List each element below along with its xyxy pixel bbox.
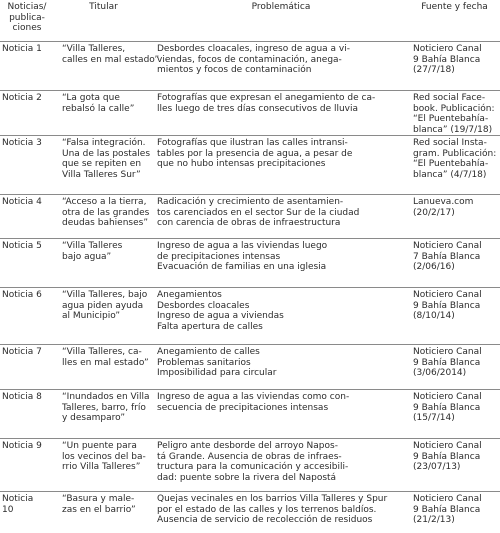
title-cell-line: los vecinos del ba- xyxy=(62,452,151,463)
news-cell xyxy=(0,136,54,195)
news-cell xyxy=(0,439,54,492)
problem-cell-line: tables por la presencia de agua, a pesar de xyxy=(157,149,407,160)
source-cell xyxy=(409,492,500,533)
problem-cell-line: lles luego de tres días consecutivos de lluvia xyxy=(157,104,407,115)
problem-cell-line: Anegamientos xyxy=(157,290,407,301)
source-cell-line: 9 Bahía Blanca xyxy=(413,403,498,414)
table-row xyxy=(0,42,500,91)
problem-cell-line: Fotografías que ilustran las calles intransi- xyxy=(157,138,407,149)
source-cell-line: Noticiero Canal xyxy=(413,494,498,505)
news-cell-line: Noticia 6 xyxy=(2,290,52,301)
source-cell xyxy=(409,439,500,492)
title-cell-line: “Villa Talleres, xyxy=(62,44,151,55)
title-cell-line: bajo agua” xyxy=(62,252,151,263)
table-row xyxy=(0,390,500,439)
problem-cell-line: Desbordes cloacales xyxy=(157,301,407,312)
problem-cell xyxy=(153,42,409,91)
source-cell xyxy=(409,345,500,390)
source-cell-line: book. Publicación: xyxy=(413,104,498,115)
source-cell-line: Noticiero Canal xyxy=(413,347,498,358)
source-cell xyxy=(409,288,500,345)
problem-cell-line: dad: puente sobre la rivera del Napostá xyxy=(157,473,407,484)
source-cell xyxy=(409,195,500,239)
source-cell-line: Lanueva.com xyxy=(413,197,498,208)
problem-cell-line: viendas, focos de contaminación, anega- xyxy=(157,55,407,66)
title-cell-line: deudas bahienses” xyxy=(62,218,151,229)
problem-cell-line: Quejas vecinales en los barrios Villa Talleres y Spur xyxy=(157,494,407,505)
header-source-line: Fuente y fecha xyxy=(411,2,498,13)
problem-cell-line: Problemas sanitarios xyxy=(157,358,407,369)
table-header xyxy=(0,0,500,42)
problem-cell-line: Fotografías que expresan el anegamiento de ca- xyxy=(157,93,407,104)
news-cell xyxy=(0,345,54,390)
news-cell xyxy=(0,239,54,288)
title-cell-line: “Villa Talleres xyxy=(62,241,151,252)
problem-cell xyxy=(153,288,409,345)
title-cell-line: zas en el barrio” xyxy=(62,505,151,516)
problem-cell xyxy=(153,492,409,533)
header-title xyxy=(54,0,153,42)
title-cell-line: “Falsa integración. xyxy=(62,138,151,149)
title-cell-line: y desamparo” xyxy=(62,413,151,424)
header-row xyxy=(0,0,500,42)
source-cell-line: Noticiero Canal xyxy=(413,441,498,452)
title-cell xyxy=(54,91,153,136)
news-cell-line: Noticia 1 xyxy=(2,44,52,55)
source-cell-line: 9 Bahía Blanca xyxy=(413,505,498,516)
news-cell-line: Noticia 4 xyxy=(2,197,52,208)
source-cell-line: (8/10/14) xyxy=(413,311,498,322)
source-cell xyxy=(409,390,500,439)
table-row xyxy=(0,345,500,390)
title-cell-line: rebalsó la calle” xyxy=(62,104,151,115)
problem-cell-line: tructura para la comunicación y accesibili- xyxy=(157,462,407,473)
title-cell-line: “Villa Talleres, bajo xyxy=(62,290,151,301)
source-cell-line: (23/07/13) xyxy=(413,462,498,473)
source-cell xyxy=(409,136,500,195)
source-cell-line: Red social Insta- xyxy=(413,138,498,149)
news-cell xyxy=(0,390,54,439)
title-cell xyxy=(54,345,153,390)
source-cell-line: (27/7/18) xyxy=(413,65,498,76)
problem-cell-line: tá Grande. Ausencia de obras de infraes- xyxy=(157,452,407,463)
title-cell-line: calles en mal estado” xyxy=(62,55,151,66)
source-cell-line: (21/2/13) xyxy=(413,515,498,526)
source-cell-line: gram. Publicación: xyxy=(413,149,498,160)
title-cell-line: “Un puente para xyxy=(62,441,151,452)
problem-cell-line: por el estado de las calles y los terrenos baldíos. xyxy=(157,505,407,516)
header-title-line: Titular xyxy=(56,2,151,13)
problem-cell-line: tos carenciados en el sector Sur de la ciudad xyxy=(157,208,407,219)
problem-cell xyxy=(153,345,409,390)
header-source xyxy=(409,0,500,42)
news-cell xyxy=(0,288,54,345)
title-cell-line: lles en mal estado” xyxy=(62,358,151,369)
news-cell-line: Noticia 2 xyxy=(2,93,52,104)
title-cell xyxy=(54,492,153,533)
table-row xyxy=(0,439,500,492)
table-row xyxy=(0,288,500,345)
title-cell-line: “La gota que xyxy=(62,93,151,104)
title-cell xyxy=(54,195,153,239)
title-cell-line: “Acceso a la tierra, xyxy=(62,197,151,208)
title-cell xyxy=(54,136,153,195)
title-cell xyxy=(54,288,153,345)
header-news-line: publica- xyxy=(2,13,52,24)
problem-cell-line: de precipitaciones intensas xyxy=(157,252,407,263)
header-news-line: Noticias/ xyxy=(2,2,52,13)
source-cell xyxy=(409,42,500,91)
source-cell-line: Noticiero Canal xyxy=(413,241,498,252)
title-cell-line: “Inundados en Villa xyxy=(62,392,151,403)
source-cell-line: 9 Bahía Blanca xyxy=(413,452,498,463)
problem-cell-line: Ausencia de servicio de recolección de residuos xyxy=(157,515,407,526)
table-body xyxy=(0,42,500,533)
source-cell-line: 9 Bahía Blanca xyxy=(413,301,498,312)
problem-cell-line: Desbordes cloacales, ingreso de agua a vi- xyxy=(157,44,407,55)
title-cell-line: Una de las postales xyxy=(62,149,151,160)
news-cell-line: Noticia xyxy=(2,494,52,505)
problem-cell-line: Ingreso de agua a las viviendas como con- xyxy=(157,392,407,403)
source-cell-line: Red social Face- xyxy=(413,93,498,104)
problem-cell-line: que no hubo intensas precipitaciones xyxy=(157,159,407,170)
source-cell-line: blanca” (19/7/18) xyxy=(413,125,498,136)
problem-cell-line: Radicación y crecimiento de asentamien- xyxy=(157,197,407,208)
problem-cell-line: Anegamiento de calles xyxy=(157,347,407,358)
title-cell xyxy=(54,390,153,439)
title-cell-line: “Basura y male- xyxy=(62,494,151,505)
source-cell-line: “El Puentebahía- xyxy=(413,114,498,125)
source-cell-line: Noticiero Canal xyxy=(413,44,498,55)
problem-cell-line: Ingreso de agua a las viviendas luego xyxy=(157,241,407,252)
table-row xyxy=(0,239,500,288)
source-cell-line: 9 Bahía Blanca xyxy=(413,55,498,66)
title-cell-line: Talleres, barro, frío xyxy=(62,403,151,414)
title-cell-line: que se repiten en xyxy=(62,159,151,170)
table-row xyxy=(0,195,500,239)
source-cell-line: Noticiero Canal xyxy=(413,392,498,403)
problem-cell-line: Peligro ante desborde del arroyo Napos- xyxy=(157,441,407,452)
news-cell xyxy=(0,492,54,533)
title-cell-line: rrio Villa Talleres” xyxy=(62,462,151,473)
problem-cell xyxy=(153,439,409,492)
table-row xyxy=(0,91,500,136)
problem-cell xyxy=(153,91,409,136)
news-cell xyxy=(0,42,54,91)
title-cell-line: otra de las grandes xyxy=(62,208,151,219)
title-cell-line: Villa Talleres Sur” xyxy=(62,170,151,181)
problem-cell-line: Evacuación de familias en una iglesia xyxy=(157,262,407,273)
problem-cell-line: Falta apertura de calles xyxy=(157,322,407,333)
problem-cell-line: Ingreso de agua a viviendas xyxy=(157,311,407,322)
problem-cell xyxy=(153,239,409,288)
news-cell-line: Noticia 7 xyxy=(2,347,52,358)
source-cell xyxy=(409,239,500,288)
problem-cell-line: con carencia de obras de infraestructura xyxy=(157,218,407,229)
source-cell-line: (15/7/14) xyxy=(413,413,498,424)
problem-cell xyxy=(153,136,409,195)
source-cell-line: (3/06/2014) xyxy=(413,368,498,379)
title-cell-line: al Municipio” xyxy=(62,311,151,322)
news-cell-line: 10 xyxy=(2,505,52,516)
header-news-line: ciones xyxy=(2,23,52,34)
news-cell-line: Noticia 9 xyxy=(2,441,52,452)
source-cell-line: (20/2/17) xyxy=(413,208,498,219)
problem-cell xyxy=(153,195,409,239)
source-cell-line: Noticiero Canal xyxy=(413,290,498,301)
source-cell-line: blanca” (4/7/18) xyxy=(413,170,498,181)
table-row xyxy=(0,492,500,533)
problem-cell xyxy=(153,390,409,439)
title-cell xyxy=(54,439,153,492)
source-cell-line: 7 Bahía Blanca xyxy=(413,252,498,263)
news-cell-line: Noticia 8 xyxy=(2,392,52,403)
header-problem-line: Problemática xyxy=(155,2,407,13)
news-cell-line: Noticia 5 xyxy=(2,241,52,252)
header-news xyxy=(0,0,54,42)
source-cell-line: (2/06/16) xyxy=(413,262,498,273)
news-cell xyxy=(0,91,54,136)
source-cell-line: 9 Bahía Blanca xyxy=(413,358,498,369)
title-cell xyxy=(54,42,153,91)
header-problem xyxy=(153,0,409,42)
problem-cell-line: mientos y focos de contaminación xyxy=(157,65,407,76)
problem-cell-line: Imposibilidad para circular xyxy=(157,368,407,379)
source-cell xyxy=(409,91,500,136)
title-cell xyxy=(54,239,153,288)
table-row xyxy=(0,136,500,195)
title-cell-line: “Villa Talleres, ca- xyxy=(62,347,151,358)
problem-cell-line: secuencia de precipitaciones intensas xyxy=(157,403,407,414)
news-cell-line: Noticia 3 xyxy=(2,138,52,149)
title-cell-line: agua piden ayuda xyxy=(62,301,151,312)
news-cell xyxy=(0,195,54,239)
source-cell-line: “El Puentebahía- xyxy=(413,159,498,170)
